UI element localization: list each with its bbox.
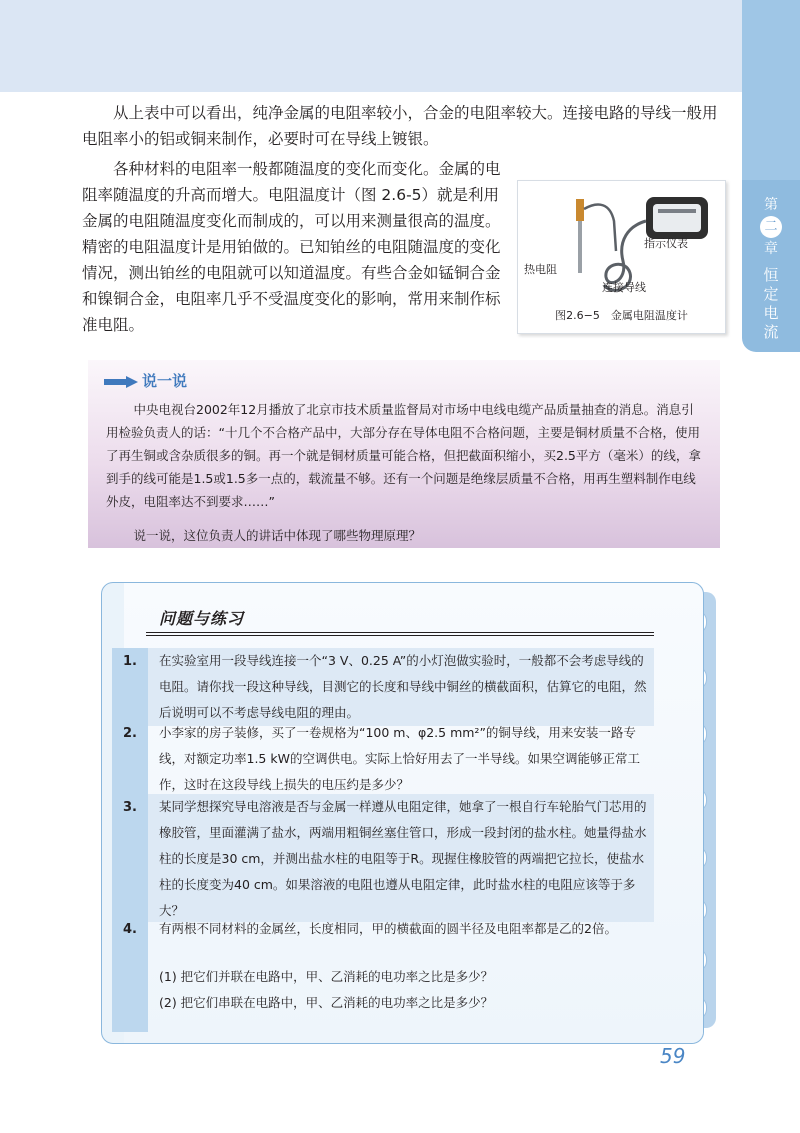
question-number-1: 1. [123, 654, 137, 669]
question-number-2: 2. [123, 726, 137, 741]
header-band [0, 0, 742, 92]
question-number-4: 4. [123, 922, 137, 937]
arrow-right-icon [104, 376, 138, 388]
chapter-label [748, 196, 794, 342]
label-wire: 连接导线 [602, 281, 646, 294]
sensor-head [576, 199, 584, 221]
chapter-unit: 章 [764, 241, 778, 257]
talk-body: 中央电视台2002年12月播放了北京市技术质量监督局对市场中电线电缆产品质量抽查的消息。消息引用检验负责人的话：“十几个不合格产品中，大部分存在导体电阻不合格问题，主要是铜材质量不合格，使用了再生铜或含杂质很多的铜。再一个就是铜材质量可能合格，但把截面积缩小，买2.5平方（毫米）的线，拿到手的线可能是1.5或1.5多一点的，载流量不够。还有一个问题是绝缘层质量不合格，用再生塑料制作电线外皮，电阻率达不到要求……” [106, 402, 701, 509]
talk-box [88, 360, 720, 548]
sensor-cable [584, 205, 616, 251]
question-text-2: 小李家的房子装修，买了一卷规格为“100 m、φ2.5 mm²”的铜导线，用来安装一路专线，对额定功率1.5 kW的空调供电。实际上恰好用去了一半导线。如果空调能够正常工作，这时在这段导线上损失的电压约是多少？ [159, 725, 640, 792]
talk-question: 说一说，这位负责人的讲话中体现了哪些物理原理？ [133, 528, 422, 543]
number-column [112, 648, 148, 1032]
question-number-3: 3. [123, 800, 137, 815]
label-meter: 指示仪表 [644, 237, 688, 250]
question-text-1: 在实验室用一段导线连接一个“3 V、0.25 A”的小灯泡做实验时，一般都不会考虑导线的电阻。请你找一段这种导线，目测它的长度和导线中铜丝的横截面积，估算它的电阻，然后说明可以不考虑导线电阻的理由。 [159, 653, 647, 720]
paragraph-1: 从上表中可以看出，纯净金属的电阻率较小，合金的电阻率较大。连接电路的导线一般用电阻率小的铝或铜来制作，必要时可在导线上镀银。 [82, 104, 718, 148]
meter-display [653, 204, 701, 232]
exercise-title: 问题与练习 [159, 609, 245, 628]
label-resistor: 热电阻 [524, 263, 557, 276]
title-rule [146, 635, 654, 636]
chapter-number: 二 [760, 216, 782, 238]
question-4-sub-2: (2) 把它们串联在电路中，甲、乙消耗的电功率之比是多少？ [159, 995, 494, 1010]
question-text-3: 某同学想探究导电溶液是否与金属一样遵从电阻定律，她拿了一根自行车轮胎气门芯用的橡胶管，里面灌满了盐水，两端用粗铜丝塞住管口，形成一段封闭的盐水柱。她量得盐水柱的长度是30 cm，并测出盐水柱的电阻等于R。现握住橡胶管的两端把它拉长，使盐水柱的长度变为40 cm。如果溶液的电阻也遵从电阻定律，此时盐水柱的电阻应该等于多大？ [159, 799, 647, 918]
chapter-side-tab-upper [742, 0, 800, 180]
figure-resistance-thermometer [517, 180, 726, 334]
sensor-rod [578, 221, 582, 273]
chapter-title: 恒定电流 [763, 266, 779, 341]
figure-caption: 图2.6−5 金属电阻温度计 [555, 309, 688, 322]
page-number: 59 [660, 1044, 686, 1068]
talk-heading: 说一说 [142, 372, 188, 390]
chapter-word: 第 [764, 197, 778, 213]
paragraph-2: 各种材料的电阻率一般都随温度的变化而变化。金属的电阻率随温度的升高而增大。电阻温度计（图 2.6-5）就是利用金属的电阻随温度变化而制成的，可以用来测量很高的温度。精密的电阻温度计是用铂做的。已知铂丝的电阻随温度的变化情况，测出铂丝的电阻就可以知道温度。有些合金如锰铜合金和镍铜合金，电阻率几乎不受温度变化的影响，常用来制作标准电阻。 [82, 160, 501, 334]
question-text-4: 有两根不同材料的金属丝，长度相同，甲的横截面的圆半径及电阻率都是乙的2倍。 [159, 921, 617, 936]
meter-scale [658, 209, 696, 213]
question-4-sub-1: (1) 把它们并联在电路中，甲、乙消耗的电功率之比是多少？ [159, 969, 494, 984]
title-rule [146, 632, 654, 633]
